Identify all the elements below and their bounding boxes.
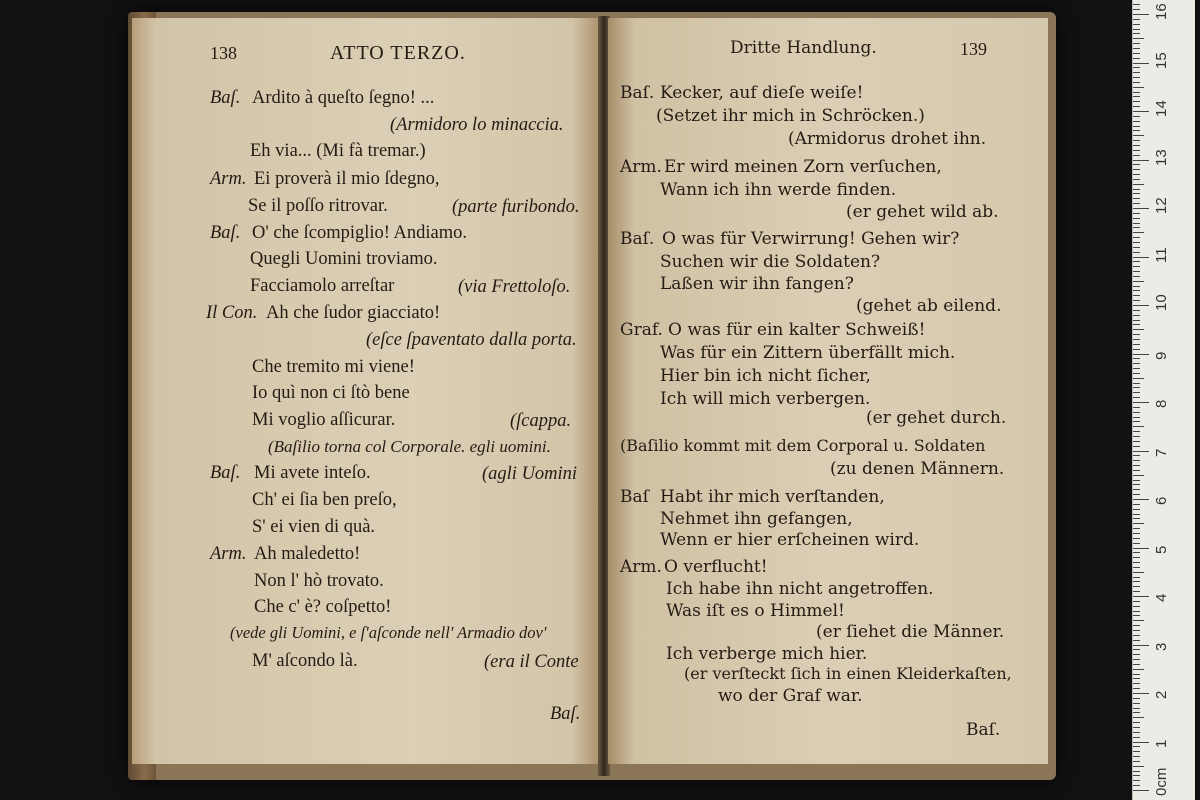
ruler-tick bbox=[1133, 87, 1144, 88]
ruler-tick bbox=[1133, 528, 1140, 529]
ruler-tick bbox=[1133, 703, 1140, 704]
stage-direction: (Baſilio torna col Corporale. egli uomini. bbox=[268, 437, 551, 456]
stage-direction: (er ſiehet die Männer. bbox=[816, 622, 1005, 642]
verse-line: Wann ich ihn werde finden. bbox=[660, 180, 897, 200]
ruler-tick bbox=[1133, 242, 1140, 243]
running-head: ATTO TERZO. bbox=[330, 42, 466, 64]
ruler-tick bbox=[1133, 577, 1140, 578]
verse-line: Was iſt es o Himmel! bbox=[666, 601, 845, 621]
ruler-tick bbox=[1133, 310, 1140, 311]
ruler-label: 4 bbox=[1153, 593, 1170, 602]
stage-direction: (via Frettoloſo. bbox=[458, 277, 571, 297]
ruler-tick bbox=[1133, 455, 1140, 456]
ruler-tick bbox=[1133, 213, 1140, 214]
verse-line: Ich verberge mich hier. bbox=[666, 644, 868, 664]
stage-direction: (eſce ſpaventato dalla porta. bbox=[366, 330, 577, 350]
running-head: Dritte Handlung. bbox=[730, 38, 877, 58]
ruler-tick bbox=[1133, 751, 1140, 752]
ruler-tick bbox=[1133, 620, 1144, 621]
speaker: Graf. bbox=[620, 320, 663, 340]
page-number: 138 bbox=[210, 43, 237, 63]
catchword: Baſ. bbox=[966, 720, 1001, 740]
ruler-tick bbox=[1133, 780, 1140, 781]
ruler-tick bbox=[1133, 392, 1140, 393]
ruler-tick bbox=[1133, 654, 1140, 655]
right-page bbox=[608, 18, 1048, 764]
ruler-tick bbox=[1133, 538, 1140, 539]
speaker: Baſ bbox=[620, 487, 649, 507]
stage-direction: (er verſteckt ſich in einen Kleiderkaſten, bbox=[684, 664, 1012, 683]
ruler-tick bbox=[1133, 276, 1140, 277]
ruler-tick bbox=[1133, 688, 1140, 689]
verse-line: O' che ſcompiglio! Andiamo. bbox=[252, 223, 468, 243]
ruler-label: 6 bbox=[1153, 496, 1170, 505]
ruler-tick bbox=[1133, 126, 1140, 127]
ruler-tick bbox=[1133, 19, 1140, 20]
speaker: Arm. bbox=[210, 169, 247, 189]
verse-line: Ah che ſudor giacciato! bbox=[266, 303, 441, 323]
ruler-label: 13 bbox=[1153, 148, 1170, 166]
verse-line: Was für ein Zittern überfällt mich. bbox=[660, 343, 956, 363]
speaker: Baſ. bbox=[210, 223, 241, 243]
ruler-tick bbox=[1133, 746, 1140, 747]
ruler-tick bbox=[1133, 247, 1140, 248]
stage-direction: (Baſilio kommt mit dem Corporal u. Soldaten bbox=[620, 436, 986, 455]
ruler-tick bbox=[1133, 155, 1140, 156]
ruler-tick bbox=[1133, 436, 1140, 437]
ruler-tick bbox=[1133, 572, 1144, 573]
ruler-tick bbox=[1133, 475, 1144, 476]
ruler-label: 3 bbox=[1153, 642, 1170, 651]
ruler-tick bbox=[1133, 397, 1140, 398]
verse-line: Hier bin ich nicht ſicher, bbox=[660, 366, 871, 386]
stage-direction: (zu denen Männern. bbox=[830, 459, 1005, 479]
ruler-tick bbox=[1133, 387, 1140, 388]
ruler-tick bbox=[1133, 761, 1140, 762]
speaker: Baſ. bbox=[620, 83, 655, 103]
verse-line: Ch' ei ſia ben preſo, bbox=[252, 490, 397, 510]
verse-line: Quegli Uomini troviamo. bbox=[250, 249, 438, 269]
ruler-tick bbox=[1133, 174, 1140, 175]
ruler-tick bbox=[1133, 271, 1140, 272]
speaker: Arm. bbox=[620, 557, 662, 577]
ruler-tick bbox=[1133, 48, 1140, 49]
ruler-tick bbox=[1133, 732, 1140, 733]
ruler-tick bbox=[1133, 334, 1140, 335]
verse-line: Io quì non ci ſtò bene bbox=[252, 383, 410, 403]
stage-direction: (er gehet wild ab. bbox=[846, 202, 999, 222]
ruler-tick bbox=[1133, 227, 1140, 228]
ruler-label: 12 bbox=[1153, 197, 1170, 214]
stage-direction: (ſcappa. bbox=[510, 411, 572, 431]
ruler-tick bbox=[1133, 727, 1140, 728]
ruler-tick bbox=[1133, 693, 1149, 694]
verse-line: Ah maledetto! bbox=[254, 544, 361, 564]
ruler-tick bbox=[1133, 33, 1140, 34]
ruler-label: 2 bbox=[1153, 690, 1170, 699]
ruler-tick bbox=[1133, 4, 1140, 5]
ruler-tick bbox=[1133, 140, 1140, 141]
ruler-tick bbox=[1133, 38, 1144, 39]
ruler-tick bbox=[1133, 742, 1149, 743]
ruler-label: 1 bbox=[1153, 739, 1170, 748]
ruler-tick bbox=[1133, 150, 1140, 151]
verse-line: Laßen wir ihn fangen? bbox=[660, 274, 854, 294]
verse-line: Ei proverà il mio ſdegno, bbox=[254, 169, 440, 189]
ruler-tick bbox=[1133, 470, 1140, 471]
ruler-tick bbox=[1133, 683, 1140, 684]
verse-line: (Setzet ihr mich in Schröcken.) bbox=[656, 106, 925, 126]
ruler-tick bbox=[1133, 552, 1140, 553]
ruler-tick bbox=[1133, 121, 1140, 122]
ruler-tick bbox=[1133, 514, 1140, 515]
ruler-tick bbox=[1133, 339, 1140, 340]
ruler-tick bbox=[1133, 130, 1140, 131]
speaker: Il Con. bbox=[206, 303, 258, 323]
ruler-tick bbox=[1133, 737, 1140, 738]
ruler-tick bbox=[1133, 295, 1140, 296]
verse-line: Kecker, auf dieſe weiſe! bbox=[660, 83, 864, 103]
ruler-tick bbox=[1133, 43, 1140, 44]
ruler-label: 16 bbox=[1153, 3, 1170, 20]
speaker: Baſ. bbox=[210, 88, 241, 108]
ruler-tick bbox=[1133, 145, 1140, 146]
ruler-tick bbox=[1133, 58, 1140, 59]
ruler-tick bbox=[1133, 354, 1149, 355]
ruler-tick bbox=[1133, 489, 1140, 490]
ruler-tick bbox=[1133, 708, 1140, 709]
ruler-tick bbox=[1133, 208, 1149, 209]
ruler-tick bbox=[1133, 116, 1140, 117]
ruler-tick bbox=[1133, 518, 1140, 519]
ruler-tick bbox=[1133, 106, 1140, 107]
ruler-tick bbox=[1133, 329, 1144, 330]
ruler-tick bbox=[1133, 533, 1140, 534]
ruler-tick bbox=[1133, 615, 1140, 616]
ruler-tick bbox=[1133, 659, 1140, 660]
ruler-tick bbox=[1133, 625, 1140, 626]
ruler-tick bbox=[1133, 586, 1140, 587]
verse-line: M' aſcondo là. bbox=[252, 651, 358, 671]
ruler-tick bbox=[1133, 179, 1140, 180]
ruler-tick bbox=[1133, 674, 1140, 675]
ruler-tick bbox=[1133, 790, 1149, 791]
ruler-tick bbox=[1133, 203, 1140, 204]
ruler-tick bbox=[1133, 135, 1144, 136]
ruler-tick bbox=[1133, 494, 1140, 495]
ruler-tick bbox=[1133, 286, 1140, 287]
ruler-tick bbox=[1133, 591, 1140, 592]
ruler-label: 0cm bbox=[1153, 767, 1170, 796]
ruler-tick bbox=[1133, 198, 1140, 199]
ruler-tick bbox=[1133, 77, 1140, 78]
verse-line: Mi avete inteſo. bbox=[254, 463, 371, 483]
verse-line: Che tremito mi viene! bbox=[252, 357, 415, 377]
ruler-tick bbox=[1133, 523, 1144, 524]
ruler-tick bbox=[1133, 451, 1149, 452]
measuring-ruler bbox=[1132, 0, 1195, 800]
verse-line: Ardito à queſto ſegno! ... bbox=[252, 88, 435, 108]
ruler-tick bbox=[1133, 96, 1140, 97]
verse-line: O was für Verwirrung! Gehen wir? bbox=[662, 229, 960, 249]
ruler-tick bbox=[1133, 431, 1140, 432]
ruler-tick bbox=[1133, 92, 1140, 93]
ruler-tick bbox=[1133, 509, 1140, 510]
ruler-tick bbox=[1133, 193, 1140, 194]
ruler-tick bbox=[1133, 232, 1144, 233]
ruler-tick bbox=[1133, 324, 1140, 325]
ruler-tick bbox=[1133, 82, 1140, 83]
ruler-tick bbox=[1133, 53, 1140, 54]
ruler-tick bbox=[1133, 349, 1140, 350]
ruler-tick bbox=[1133, 717, 1144, 718]
ruler-tick bbox=[1133, 305, 1149, 306]
stage-direction: (er gehet durch. bbox=[866, 408, 1007, 428]
ruler-tick bbox=[1133, 606, 1140, 607]
page-number: 139 bbox=[960, 39, 987, 59]
verse-line: Che c' è? coſpetto! bbox=[254, 597, 392, 617]
verse-line: Wenn er hier erſcheinen wird. bbox=[660, 530, 920, 550]
verse-line: Er wird meinen Zorn verſuchen, bbox=[664, 157, 942, 177]
stage-direction: (agli Uomini bbox=[482, 464, 578, 484]
ruler-tick bbox=[1133, 581, 1140, 582]
ruler-label: 15 bbox=[1153, 51, 1170, 69]
ruler-label: 11 bbox=[1153, 246, 1170, 263]
ruler-tick bbox=[1133, 72, 1140, 73]
ruler-tick bbox=[1133, 218, 1140, 219]
verse-line: Se il poſſo ritrovar. bbox=[248, 196, 388, 216]
ruler-tick bbox=[1133, 223, 1140, 224]
ruler-tick bbox=[1133, 756, 1140, 757]
ruler-tick bbox=[1133, 184, 1144, 185]
speaker: Arm. bbox=[620, 157, 662, 177]
ruler-tick bbox=[1133, 421, 1140, 422]
ruler-tick bbox=[1133, 257, 1149, 258]
verse-line: Mi voglio aſſicurar. bbox=[252, 410, 396, 430]
ruler-tick bbox=[1133, 266, 1140, 267]
speaker: Arm. bbox=[210, 544, 247, 564]
ruler-tick bbox=[1133, 383, 1140, 384]
ruler-tick bbox=[1133, 664, 1140, 665]
ruler-tick bbox=[1133, 785, 1140, 786]
verse-line: S' ei vien di quà. bbox=[252, 517, 376, 537]
ruler-tick bbox=[1133, 548, 1149, 549]
ruler-tick bbox=[1133, 378, 1144, 379]
ruler-tick bbox=[1133, 465, 1140, 466]
ruler-tick bbox=[1133, 373, 1140, 374]
ruler-tick bbox=[1133, 164, 1140, 165]
ruler-tick bbox=[1133, 358, 1140, 359]
ruler-tick bbox=[1133, 14, 1149, 15]
speaker: Baſ. bbox=[210, 463, 241, 483]
ruler-tick bbox=[1133, 63, 1149, 64]
ruler-tick bbox=[1133, 567, 1140, 568]
left-page bbox=[132, 18, 600, 764]
ruler-tick bbox=[1133, 504, 1140, 505]
stage-direction: (gehet ab eilend. bbox=[856, 296, 1002, 316]
ruler-tick bbox=[1133, 601, 1140, 602]
ruler-tick bbox=[1133, 290, 1140, 291]
ruler-tick bbox=[1133, 775, 1140, 776]
ruler-tick bbox=[1133, 169, 1140, 170]
ruler-tick bbox=[1133, 111, 1149, 112]
ruler-tick bbox=[1133, 368, 1140, 369]
ruler-tick bbox=[1133, 460, 1140, 461]
ruler-tick bbox=[1133, 252, 1140, 253]
ruler-tick bbox=[1133, 344, 1140, 345]
catchword: Baſ. bbox=[550, 704, 581, 724]
ruler-tick bbox=[1133, 407, 1140, 408]
ruler-tick bbox=[1133, 557, 1140, 558]
ruler-label: 5 bbox=[1153, 545, 1170, 554]
ruler-tick bbox=[1133, 562, 1140, 563]
verse-line: Ich habe ihn nicht angetroffen. bbox=[666, 579, 934, 599]
ruler-tick bbox=[1133, 484, 1140, 485]
ruler-tick bbox=[1133, 237, 1140, 238]
verse-line: Habt ihr mich verſtanden, bbox=[660, 487, 885, 507]
ruler-label: 9 bbox=[1153, 351, 1170, 360]
stage-direction: (era il Conte bbox=[484, 652, 579, 672]
stage-direction: (Armidoro lo minaccia. bbox=[390, 115, 564, 135]
ruler-tick bbox=[1133, 630, 1140, 631]
ruler-label: 10 bbox=[1153, 294, 1170, 311]
ruler-label: 14 bbox=[1153, 100, 1170, 117]
stage-direction: (vede gli Uomini, e ſ'aſconde nell' Armadio dov' bbox=[230, 623, 547, 642]
speaker: Baſ. bbox=[620, 229, 655, 249]
ruler-tick bbox=[1133, 29, 1140, 30]
ruler-tick bbox=[1133, 281, 1144, 282]
ruler-tick bbox=[1133, 300, 1140, 301]
ruler-tick bbox=[1133, 315, 1140, 316]
verse-line: Ich will mich verbergen. bbox=[660, 389, 871, 409]
ruler-tick bbox=[1133, 320, 1140, 321]
ruler-tick bbox=[1133, 698, 1140, 699]
ruler-tick bbox=[1133, 649, 1140, 650]
ruler-tick bbox=[1133, 669, 1144, 670]
verse-line: Facciamolo arreſtar bbox=[250, 276, 395, 296]
ruler-tick bbox=[1133, 160, 1149, 161]
ruler-tick bbox=[1133, 441, 1140, 442]
ruler-tick bbox=[1133, 261, 1140, 262]
ruler-tick bbox=[1133, 417, 1140, 418]
ruler-tick bbox=[1133, 640, 1140, 641]
ruler-tick bbox=[1133, 771, 1140, 772]
ruler-tick bbox=[1133, 67, 1140, 68]
ruler-tick bbox=[1133, 426, 1144, 427]
ruler-tick bbox=[1133, 678, 1140, 679]
stage-direction: (parte furibondo. bbox=[452, 197, 580, 217]
ruler-tick bbox=[1133, 446, 1140, 447]
ruler-label: 8 bbox=[1153, 399, 1170, 408]
ruler-tick bbox=[1133, 412, 1140, 413]
ruler-tick bbox=[1133, 189, 1140, 190]
verse-line: Suchen wir die Soldaten? bbox=[660, 252, 881, 272]
ruler-tick bbox=[1133, 363, 1140, 364]
ruler-label: 7 bbox=[1153, 448, 1170, 457]
ruler-tick bbox=[1133, 9, 1140, 10]
verse-line: O was für ein kalter Schweiß! bbox=[668, 320, 926, 340]
verse-line: O verflucht! bbox=[664, 557, 768, 577]
stage-direction: (Armidorus drohet ihn. bbox=[788, 129, 987, 149]
ruler-tick bbox=[1133, 402, 1149, 403]
ruler-tick bbox=[1133, 543, 1140, 544]
ruler-tick bbox=[1133, 24, 1140, 25]
verse-line: Nehmet ihn gefangen, bbox=[660, 509, 853, 529]
verse-line: Non l' hò trovato. bbox=[254, 571, 384, 591]
ruler-tick bbox=[1133, 712, 1140, 713]
verse-line: Eh via... (Mi fà tremar.) bbox=[250, 141, 426, 161]
stage-direction: wo der Graf war. bbox=[718, 686, 863, 706]
ruler-tick bbox=[1133, 645, 1149, 646]
ruler-tick bbox=[1133, 596, 1149, 597]
ruler-tick bbox=[1133, 722, 1140, 723]
ruler-tick bbox=[1133, 766, 1144, 767]
ruler-tick bbox=[1133, 101, 1140, 102]
ruler-tick bbox=[1133, 635, 1140, 636]
ruler-tick bbox=[1133, 611, 1140, 612]
ruler-tick bbox=[1133, 480, 1140, 481]
ruler-tick bbox=[1133, 499, 1149, 500]
